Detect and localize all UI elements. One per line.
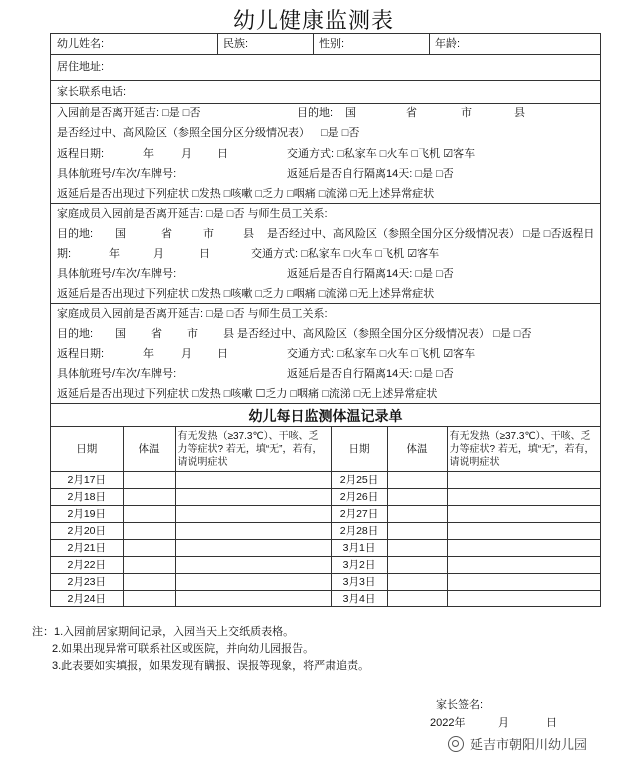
date-cell: 2月20日 [51,523,123,540]
notes [32,624,369,675]
symptom-input[interactable] [447,472,600,489]
table-row [51,574,600,591]
symptom-input[interactable] [175,591,331,608]
transport-options[interactable]: 交通方式: □私家车 □火车 □飞机 ☑客车 [287,148,476,160]
transport-options[interactable]: 交通方式: □私家车 □火车 □飞机 ☑客车 [287,348,476,360]
date-cell: 3月4日 [331,591,387,608]
temp-input[interactable] [387,574,447,591]
address-field[interactable]: 居住地址: [57,61,105,73]
temp-input[interactable] [387,540,447,557]
table-row [51,591,600,608]
temp-input[interactable] [123,540,175,557]
date-cell: 3月3日 [331,574,387,591]
symptom-input[interactable] [447,540,600,557]
col-date-left: 日期 [51,427,123,472]
page-title: 幼儿健康监测表 [232,9,394,34]
symptom-input[interactable] [447,489,600,506]
symptom-input[interactable] [175,523,331,540]
note-1: 注：1.入园前居家期间记录，入园当天上交纸质表格。 [32,626,295,638]
table-header-row [51,427,600,472]
symptom-input[interactable] [447,591,600,608]
table-row [51,523,600,540]
watermark [448,734,587,753]
col-desc-left: 有无发热（≥37.3℃）、干咳、乏力等症状? 若无，填“无”，若有，请说明症状 [175,427,331,472]
leave-question[interactable]: 入园前是否离开延吉: □是 □否 [57,107,201,119]
sign-month: 月 [498,717,509,729]
flight-field[interactable]: 具体航班号/车次/车牌号: [57,268,177,280]
symptoms-options[interactable]: 返延后是否出现过下列症状 □发热 □咳嗽 □乏力 □咽痛 □流涕 □无上述异常症状 [57,288,435,300]
gender-field[interactable]: 性别: [319,38,345,50]
age-field[interactable]: 年龄: [435,38,461,50]
note-2: 2.如果出现异常可联系社区或医院，并向幼儿园报告。 [52,643,315,655]
table-row [51,489,600,506]
table-row [51,472,600,489]
temperature-record-title: 幼儿每日监测体温记录单 [248,408,403,424]
temp-input[interactable] [123,574,175,591]
temperature-table [51,426,600,607]
date-cell: 2月21日 [51,540,123,557]
date-cell: 3月1日 [331,540,387,557]
date-cell: 2月22日 [51,557,123,574]
symptom-input[interactable] [175,472,331,489]
symptom-input[interactable] [175,574,331,591]
temp-input[interactable] [123,591,175,608]
symptoms-options[interactable]: 返延后是否出现过下列症状 □发热 □咳嗽 ☐乏力 □咽痛 □流涕 □无上述异常症状 [57,388,438,400]
quarantine-options[interactable]: 返延后是否自行隔离14天: □是 □否 [287,368,454,380]
risk-options[interactable]: □是 □否 [321,127,360,139]
symptom-input[interactable] [447,574,600,591]
risk-question[interactable]: 是否经过中、高风险区（参照全国分区分级情况表） □是 □否返程日 [267,228,595,240]
symptom-input[interactable] [175,489,331,506]
signature-field[interactable]: 家长签名: [436,699,484,711]
temp-input[interactable] [387,557,447,574]
date-cell: 2月28日 [331,523,387,540]
sign-day: 日 [546,717,557,729]
phone-field[interactable]: 家长联系电话: [57,86,127,98]
table-row [51,506,600,523]
destination-label: 目的地: [297,107,334,119]
symptom-input[interactable] [175,506,331,523]
date-cell: 2月17日 [51,472,123,489]
temp-input[interactable] [387,523,447,540]
sign-year: 2022年 [430,717,466,729]
temp-input[interactable] [123,523,175,540]
temp-input[interactable] [123,557,175,574]
risk-question: 是否经过中、高风险区（参照全国分区分级情况表） [57,127,310,139]
flight-field[interactable]: 具体航班号/车次/车牌号: [57,168,177,180]
table-row [51,540,600,557]
temp-input[interactable] [387,591,447,608]
col-date-right: 日期 [331,427,387,472]
symptom-input[interactable] [447,557,600,574]
temp-input[interactable] [387,489,447,506]
col-desc-right: 有无发热（≥37.3℃）、干咳、乏力等症状? 若无，填“无”，若有，请说明症状 [447,427,600,472]
col-temp-left: 体温 [123,427,175,472]
date-cell: 3月2日 [331,557,387,574]
ethnicity-field[interactable]: 民族: [223,38,249,50]
temp-input[interactable] [387,506,447,523]
symptom-input[interactable] [447,523,600,540]
date-cell: 2月25日 [331,472,387,489]
date-cell: 2月27日 [331,506,387,523]
flight-field[interactable]: 具体航班号/车次/车牌号: [57,368,177,380]
risk-question[interactable]: 县 是否经过中、高风险区（参照全国分区分级情况表） □是 □否 [223,328,532,340]
return-date-label: 返程日期: [57,148,105,160]
date-cell: 2月26日 [331,489,387,506]
temp-input[interactable] [387,472,447,489]
quarantine-options[interactable]: 返延后是否自行隔离14天: □是 □否 [287,168,454,180]
transport-options[interactable]: 交通方式: □私家车 □火车 □飞机 ☑客车 [251,248,440,260]
wechat-channel-icon [448,736,464,752]
health-form: 幼儿姓名: 民族: 性别: 年龄: 居住地址: 家长联系电话: 入园前是否离开延吉: □是 □否 目的地: 国 省 市 县 是否经过中、高风险区（参照全国分区分级情况表） □是 □否 返程日期: 年 月 日 交通方式: □私家车 □火车 □飞机 ☑客车 具体航班号/车次/车牌号: 返延后是否自行隔离14天: □是 □否 返延后是否出现过下列症状 □发热 □咳嗽 □乏力 □咽痛 □流涕 □无上述异常症状 家庭成员入园前是否离开延吉: □是 □否 与师生员工关系: 目的地: 国 省 市 县 是否经过中、高风险区（参照全国分区分级情况表） □是 □否返程日 期: 年 月 日 交通方式: □私家车 □火车 □飞机 ☑客车 具体航班号/车次/车牌号: 返延后是否自行隔离14天: □是 □否 返延后是否出现过下列症状 □发热 □咳嗽 □乏力 □咽痛 □流涕 □无上述异常症状 家庭成员入园前是否离开延吉: □是 □否 与师生员工关系: 目的地: 国 省 市 县 是否经过中、高风险区（参照全国分区分级情况表） □是 □否 返程日期: 年 月 日 交通方式: □私家车 □火车 □飞机 ☑客车 具体航班号/车次/车牌号: 返延后是否自行隔离14天: □是 □否 返延后是否出现过下列症状 □发热 □咳嗽 ☐乏力 □咽痛 □流涕 □无上述异常症状 幼儿每日监测体温记录单 日期 体温 有无发热（≥37.3℃）、干咳、乏力等症状? 若无，填“无”，若有，请说明症状 日期 体温 有无发热（≥37.3℃）、干咳、乏力等症状? 若无，填“无”，若有，请说明症状 2月17日 2月25日 2月18日 2月26日 2月19日 2月27日 2月20日 2月28日 2月21日 3月1日 2月22日 3月2日 2月23日 3月3日 2月24日 3月4日 [50,33,601,607]
symptom-input[interactable] [175,557,331,574]
temp-input[interactable] [123,506,175,523]
quarantine-options[interactable]: 返延后是否自行隔离14天: □是 □否 [287,268,454,280]
table-row [51,557,600,574]
temp-input[interactable] [123,472,175,489]
col-temp-right: 体温 [387,427,447,472]
date-cell: 2月19日 [51,506,123,523]
symptom-input[interactable] [175,540,331,557]
date-cell: 2月23日 [51,574,123,591]
temp-input[interactable] [123,489,175,506]
date-cell: 2月24日 [51,591,123,608]
symptoms-options[interactable]: 返延后是否出现过下列症状 □发热 □咳嗽 □乏力 □咽痛 □流涕 □无上述异常症状 [57,188,435,200]
family-leave-question[interactable]: 家庭成员入园前是否离开延吉: □是 □否 与师生员工关系: [57,208,328,220]
family-leave-question[interactable]: 家庭成员入园前是否离开延吉: □是 □否 与师生员工关系: [57,308,328,320]
watermark-text: 延吉市朝阳川幼儿园 [470,737,588,752]
date-cell: 2月18日 [51,489,123,506]
note-3: 3.此表要如实填报，如果发现有瞒报、误报等现象，将严肃追责。 [52,660,370,672]
name-field[interactable]: 幼儿姓名: [57,38,105,50]
symptom-input[interactable] [447,506,600,523]
